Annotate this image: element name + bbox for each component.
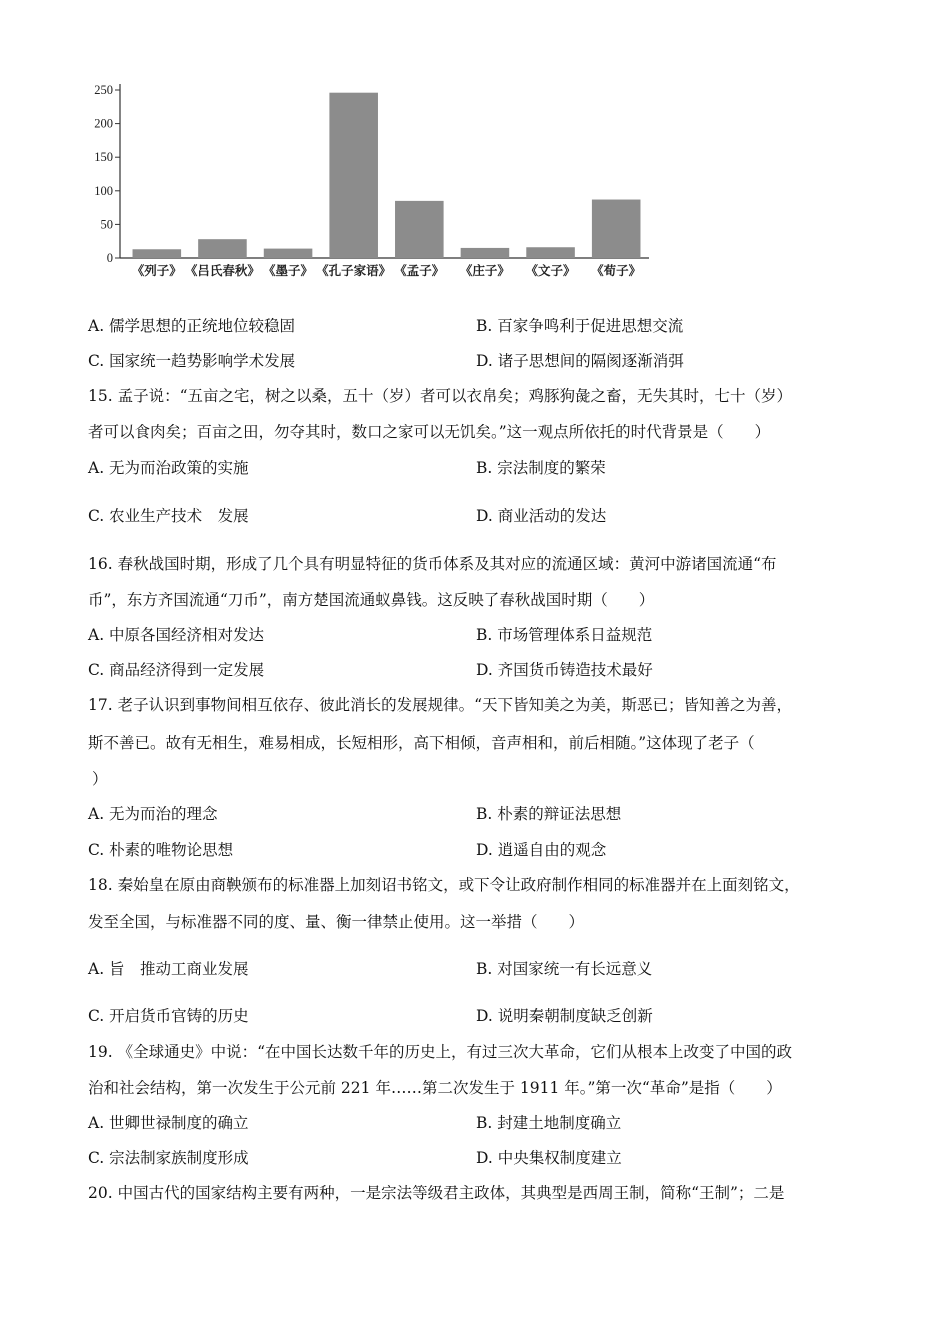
- x-tick-label: 《列子》: [131, 264, 182, 278]
- x-tick-label: 《庄子》: [459, 264, 510, 278]
- y-tick-labels: [94, 83, 113, 265]
- bar-6: [461, 248, 510, 258]
- q15-stem-line2: 者可以食肉矣；百亩之田，勿夺其时，数口之家可以无饥矣。”这一观点所依托的时代背景是（ ）: [88, 423, 771, 441]
- x-tick-label: 《孔子家语》: [316, 264, 392, 278]
- q18-stem-line2: 发至全国，与标准器不同的度、量、衡一律禁止使用。这一举措（ ）: [88, 913, 585, 931]
- bar-3: [264, 249, 313, 258]
- bar-7: [526, 247, 575, 258]
- y-tick-label: 100: [94, 183, 113, 198]
- y-tick-label: 0: [106, 251, 113, 265]
- chart-axes: [115, 84, 649, 258]
- chart-bars: [133, 93, 641, 258]
- q16-option-a: A. 中原各国经济相对发达: [88, 626, 265, 644]
- q14-option-c: C. 国家统一趋势影响学术发展: [88, 352, 296, 370]
- q17-stem-line3: ）: [92, 770, 108, 788]
- q18-option-c: C. 开启货币官铸的历史: [88, 1007, 249, 1025]
- bar-5: [395, 201, 444, 258]
- bar-8: [592, 200, 641, 258]
- y-tick-label: 200: [94, 116, 113, 131]
- bar-1: [133, 249, 182, 258]
- x-tick-label: 《墨子》: [263, 264, 314, 278]
- y-tick-label: 250: [94, 83, 113, 97]
- q19-stem-line1: 19. 《全球通史》中说：“在中国长达数千年的历史上，有过三次大革命，它们从根本上改变了中国的政: [88, 1043, 793, 1061]
- q14-option-a: A. 儒学思想的正统地位较稳固: [88, 317, 296, 335]
- q16-option-d: D. 齐国货币铸造技术最好: [476, 661, 653, 679]
- x-tick-labels: [132, 263, 641, 278]
- x-tick-label: 《孟子》: [394, 264, 445, 278]
- bar-4: [329, 93, 378, 258]
- x-tick-label: 《文子》: [525, 264, 576, 278]
- q14-option-d: D. 诸子思想间的隔阂逐渐消弭: [476, 352, 684, 370]
- q19-option-d: D. 中央集权制度建立: [476, 1149, 622, 1167]
- q16-option-c: C. 商品经济得到一定发展: [88, 661, 265, 679]
- bar-2: [198, 239, 247, 258]
- x-tick-label: 《荀子》: [591, 264, 642, 278]
- q17-option-a: A. 无为而治的理念: [88, 805, 218, 823]
- q19-option-c: C. 宗法制家族制度形成: [88, 1149, 249, 1167]
- q16-option-b: B. 市场管理体系日益规范: [476, 626, 653, 644]
- q15-option-c: C. 农业生产技术 发展: [88, 507, 249, 525]
- q14-option-b: B. 百家争鸣利于促进思想交流: [476, 317, 684, 335]
- q15-stem-line1: 15. 孟子说：“五亩之宅，树之以桑，五十（岁）者可以衣帛矣；鸡豚狗彘之畜，无失其时，七十（岁）: [88, 387, 793, 405]
- q17-option-c: C. 朴素的唯物论思想: [88, 841, 234, 859]
- q19-option-b: B. 封建土地制度确立: [476, 1114, 622, 1132]
- q18-option-a: A. 旨 推动工商业发展: [88, 960, 249, 978]
- bar-chart: [0, 0, 950, 300]
- q15-option-d: D. 商业活动的发达: [476, 507, 607, 525]
- q16-stem-line2: 币”，东方齐国流通“刀币”，南方楚国流通蚁鼻钱。这反映了春秋战国时期（ ）: [88, 591, 655, 609]
- q19-stem-line2: 治和社会结构，第一次发生于公元前 221 年……第二次发生于 1911 年。”第一次“革命”是指（ ）: [88, 1079, 782, 1097]
- q16-stem-line1: 16. 春秋战国时期，形成了几个具有明显特征的货币体系及其对应的流通区域：黄河中游诸国流通“布: [88, 555, 777, 573]
- q18-option-b: B. 对国家统一有长远意义: [476, 960, 653, 978]
- q17-option-b: B. 朴素的辩证法思想: [476, 805, 622, 823]
- q20-stem-line1: 20. 中国古代的国家结构主要有两种，一是宗法等级君主政体，其典型是西周王制，简称“王制”；二是: [88, 1184, 785, 1202]
- q18-option-d: D. 说明秦朝制度缺乏创新: [476, 1007, 653, 1025]
- q17-stem-line2: 斯不善已。故有无相生，难易相成，长短相形，高下相倾，音声相和，前后相随。”这体现了老子（: [88, 734, 755, 752]
- q19-option-a: A. 世卿世禄制度的确立: [88, 1114, 249, 1132]
- q17-option-d: D. 逍遥自由的观念: [476, 841, 607, 859]
- q18-stem-line1: 18. 秦始皇在原由商鞅颁布的标准器上加刻诏书铭文，或下令让政府制作相同的标准器并在上面刻铭文，: [88, 876, 800, 894]
- y-tick-label: 50: [100, 217, 113, 232]
- q15-option-a: A. 无为而治政策的实施: [88, 459, 249, 477]
- x-tick-label: 《吕氏春秋》: [184, 264, 260, 278]
- y-tick-label: 150: [94, 150, 113, 165]
- q17-stem-line1: 17. 老子认识到事物间相互依存、彼此消长的发展规律。“天下皆知美之为美，斯恶已；皆知善之为善，: [88, 696, 793, 714]
- q15-option-b: B. 宗法制度的繁荣: [476, 459, 606, 477]
